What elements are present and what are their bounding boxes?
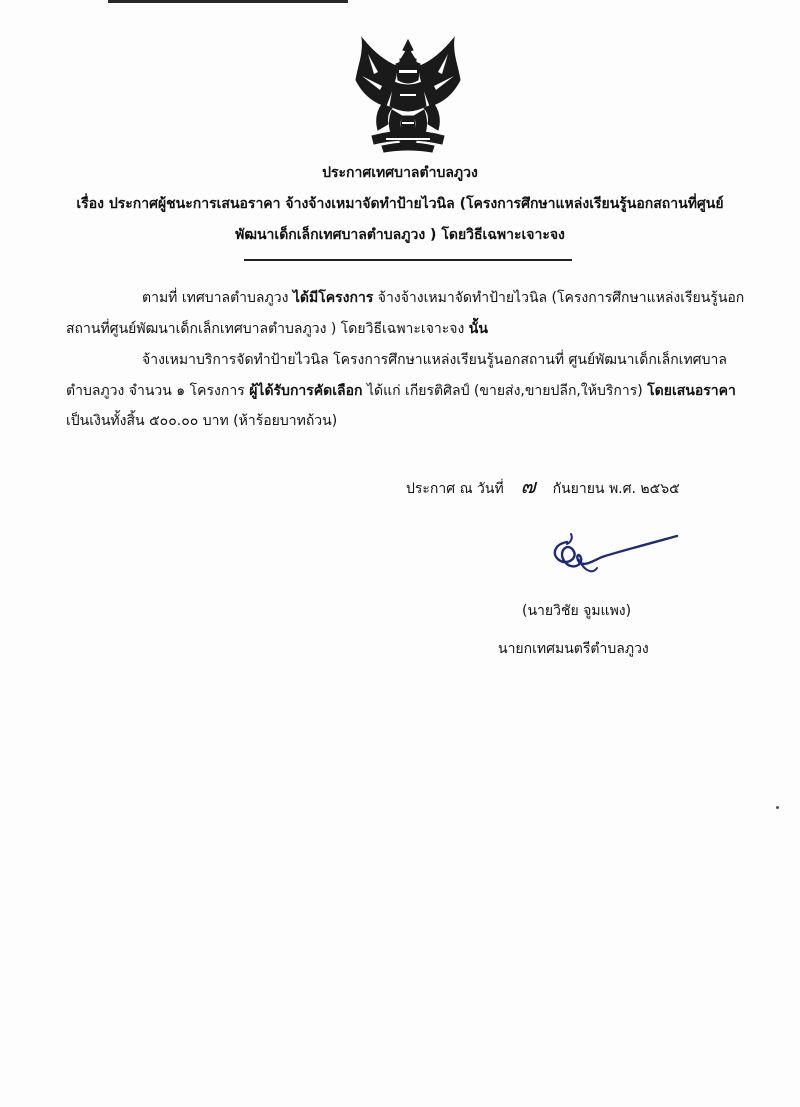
paragraph-2-line-2-d: โดยเสนอราคา: [647, 383, 736, 399]
announcement-date: [406, 470, 680, 502]
paragraph-2-line-2-b: ผู้ได้รับการคัดเลือก: [249, 383, 363, 399]
subject-line-2: พัฒนาเด็กเล็กเทศบาลตำบลภูวง ) โดยวิธีเฉพาะเจาะจง: [235, 227, 565, 243]
paragraph-1-line-1: [142, 287, 744, 309]
subject-line-1: เรื่อง ประกาศผู้ชนะการเสนอราคา จ้างจ้างเหมาจัดทำป้ายไวนิล (โครงการศึกษาแหล่งเรียนรู้นอกสถานที่ศูนย์: [76, 196, 724, 212]
paragraph-1-line-1-a: ตามที่ เทศบาลตำบลภูวง: [142, 290, 293, 306]
paragraph-2-line-3: เป็นเงินทั้งสิ้น ๕๐๐.๐๐ บาท (ห้าร้อยบาทถ้วน): [66, 413, 338, 429]
paragraph-1-line-2: [66, 318, 488, 340]
paragraph-2-line-2-c: ได้แก่ เกียรติศิลป์ (ขายส่ง,ขายปลีก,ให้บริการ): [362, 383, 648, 399]
title-divider: [244, 259, 572, 261]
paragraph-1-line-2-b: นั้น: [468, 321, 488, 337]
paragraph-1-line-1-b: ได้มีโครงการ: [292, 290, 374, 306]
date-rest: กันยายน พ.ศ. ๒๕๖๕: [552, 481, 680, 497]
scan-speck: [776, 806, 779, 809]
top-edge-bar: [108, 0, 348, 3]
date-day: ๗: [520, 474, 536, 498]
paragraph-2-line-1: จ้างเหมาบริการจัดทำป้ายไวนิล โครงการศึกษาแหล่งเรียนรู้นอกสถานที่ ศูนย์พัฒนาเด็กเล็กเทศบาล: [142, 352, 727, 368]
date-prefix: ประกาศ ณ วันที่: [406, 481, 504, 497]
announcement-title: ประกาศเทศบาลตำบลภูวง: [322, 165, 478, 181]
paragraph-2-line-2: [66, 380, 736, 402]
signer-name: (นายวิชัย จูมแพง): [522, 603, 632, 619]
paragraph-1-line-2-a: สถานที่ศูนย์พัฒนาเด็กเล็กเทศบาลตำบลภูวง ) โดยวิธีเฉพาะเจาะจง: [66, 321, 469, 337]
paragraph-2-line-2-a: ตำบลภูวง จำนวน ๑ โครงการ: [66, 383, 250, 399]
garuda-emblem-icon: [352, 36, 464, 154]
handwritten-signature-icon: [545, 530, 680, 580]
signer-title: นายกเทศมนตรีตำบลภูวง: [498, 641, 649, 657]
paragraph-1-line-1-c: จ้างจ้างเหมาจัดทำป้ายไวนิล (โครงการศึกษาแหล่งเรียนรู้นอก: [373, 290, 745, 306]
